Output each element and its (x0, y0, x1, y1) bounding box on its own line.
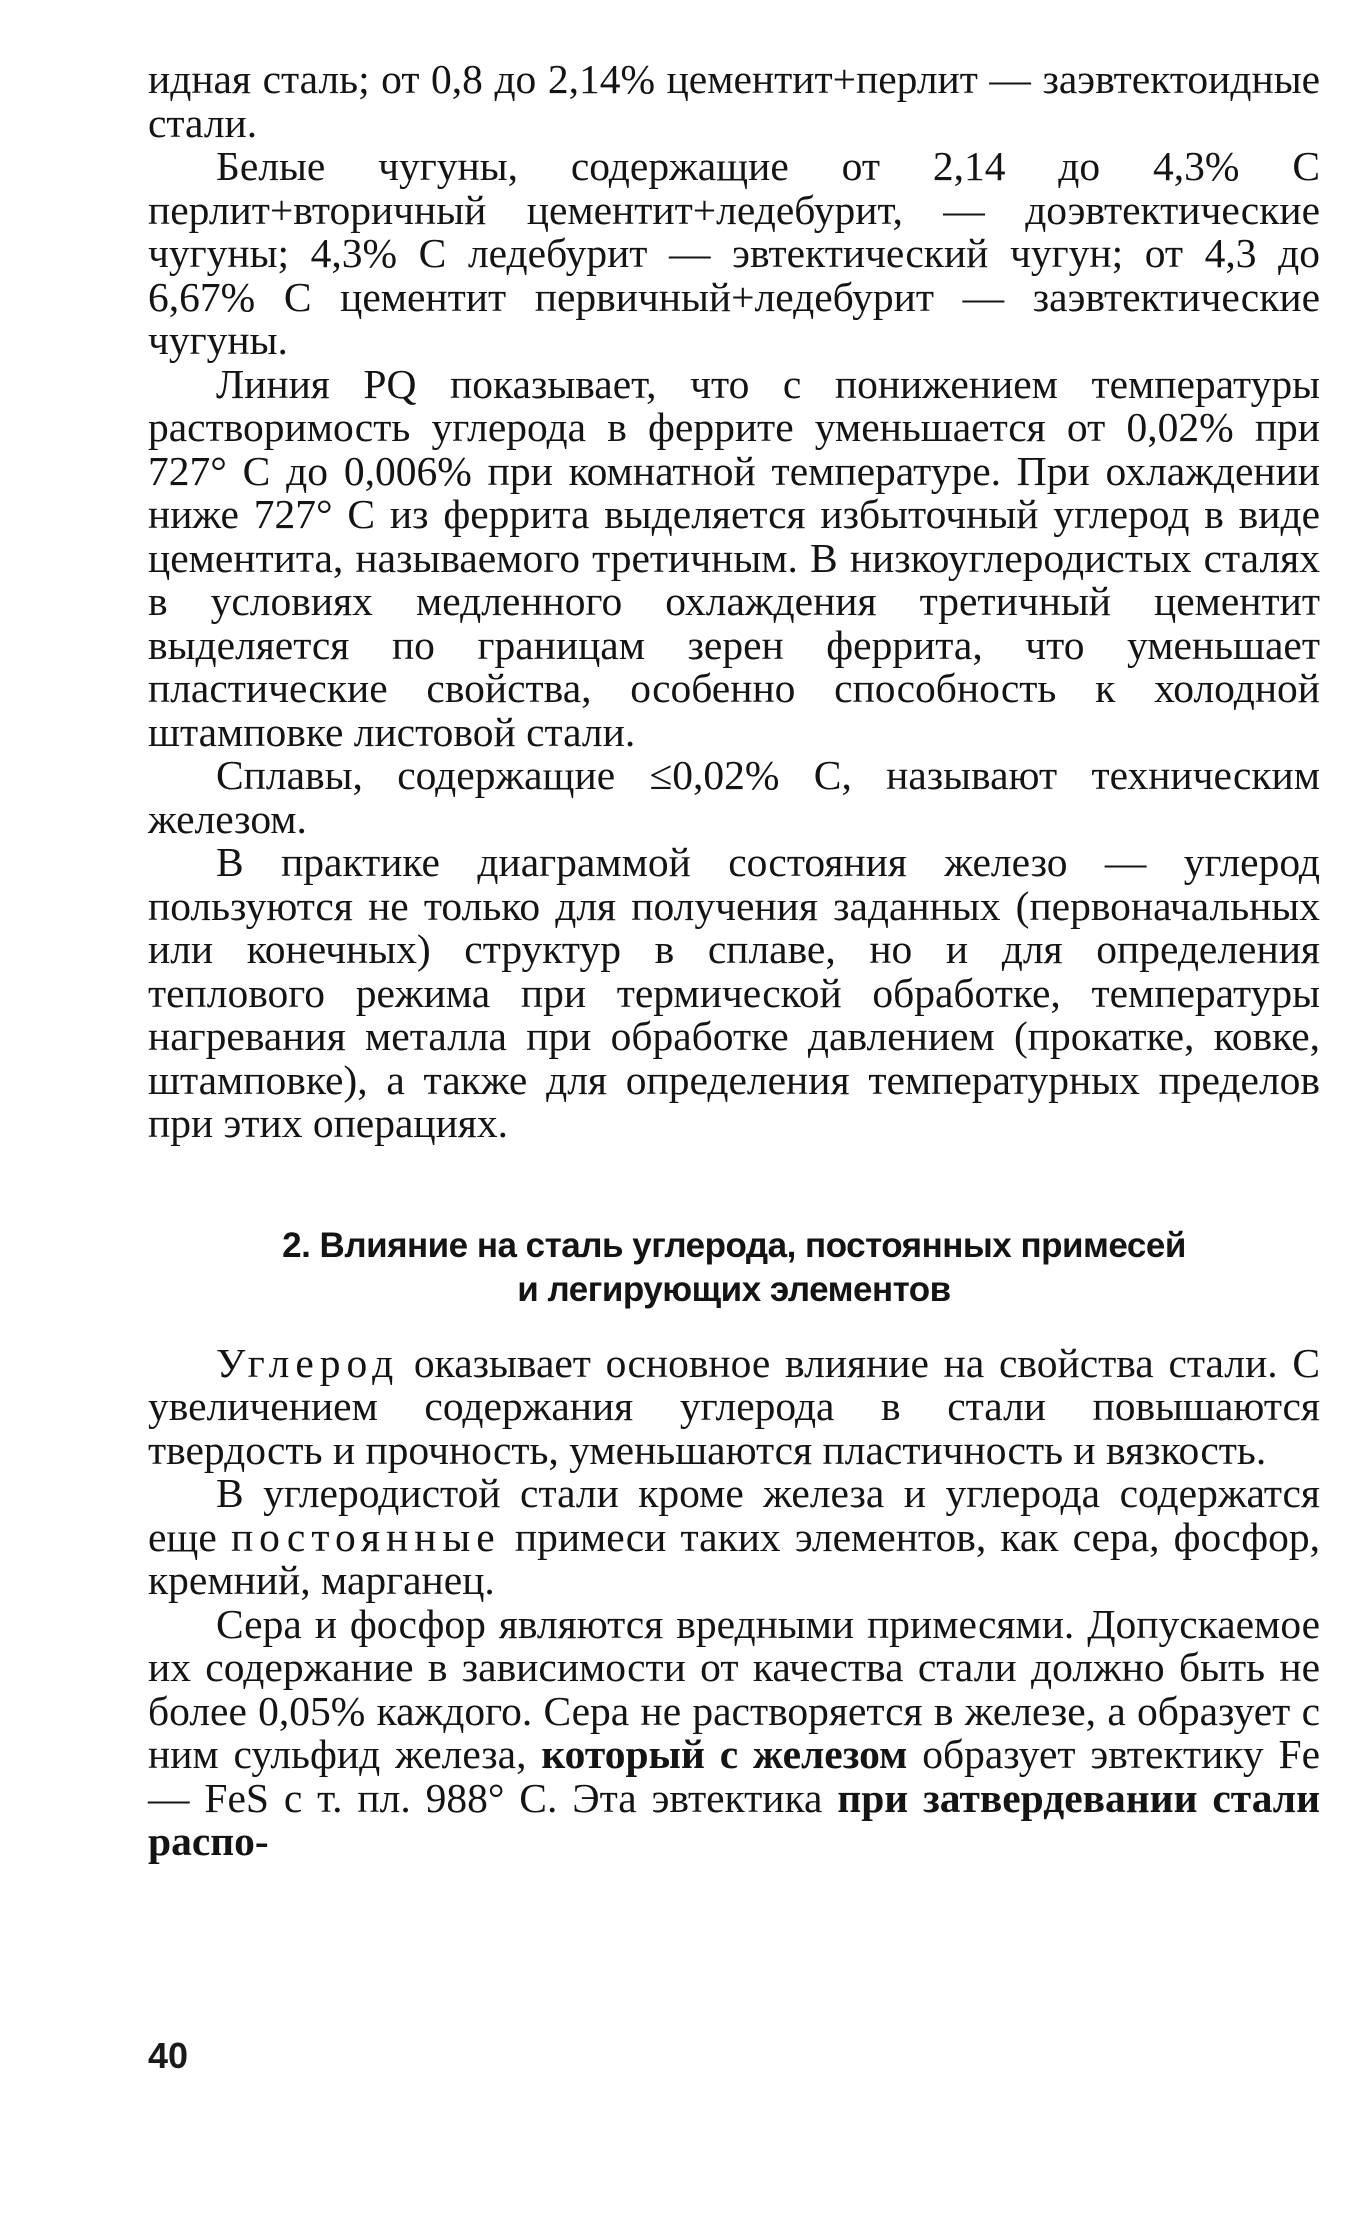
paragraph-8-end: распо- (148, 1818, 269, 1864)
paragraph-4: Сплавы, содержащие ≤0,02% С, называют техническим железом. (148, 752, 1320, 842)
paragraph-3: Линия PQ показывает, что с понижением температуры растворимость углерода в феррите уменьшается от 0,02% при 727° С до 0,006% при комнатной температуре. При охлаждении ниже 727° С из феррита выделяется избыточный углерод в виде цементита, называемого третичным. В низкоуглеродистых сталях в условиях медленного охлаждения третичный цементит выделяется по границам зерен феррита, что уменьшает пластические свойства, особенно способность к холодной штамповке листовой стали. (148, 360, 1320, 755)
paragraph-8-start: Сера и фосфор являются вредными примесями. Допускаемое их содержание в зависимости от качества стали должно быть не более 0,05% каждого. Сера не растворяется в железе, а образует с ним сульфид железа, (148, 1600, 1320, 1777)
paragraph-7-text: примеси таких элементов, как сера, фосфор, кремний, марганец. (148, 1513, 1320, 1603)
paragraph-7-start: В углеродистой стали кроме железа и углерода содержатся еще (148, 1470, 1320, 1560)
paragraph-2: Белые чугуны, содержащие от 2,14 до 4,3% С перлит+вторичный цементит+ледебурит, — доэвтектические чугуны; 4,3% С ледебурит — эвтектический чугун; от 4,3 до 6,67% С цементит первичный+ледебурит — заэвтектические чугуны. (148, 143, 1320, 363)
paragraph-6 (148, 1339, 1320, 1473)
term-permanent: постоянные (230, 1513, 501, 1560)
term-carbon: Углерод (216, 1339, 400, 1386)
paragraph-6-text: оказывает основное влияние на свойства стали. С увеличением содержания углерода в стали повышаются твердость и прочность, уменьшаются пластичность и вязкость. (148, 1339, 1320, 1473)
section-heading-line-1: 2. Влияние на сталь углерода, постоянных примесей (282, 1225, 1186, 1265)
paragraph-8 (148, 1600, 1321, 1864)
page-number: 40 (148, 2035, 189, 2076)
paragraph-8-middle: образует эвтектику Fe — FeS с т. пл. 988° С. Эта эвтектика (148, 1731, 1321, 1821)
paragraph-1: идная сталь; от 0,8 до 2,14% цементит+перлит — заэвтектоидные стали. (148, 56, 1320, 146)
paragraph-8-bold-1: который с железом (541, 1731, 908, 1777)
paragraph-7 (148, 1472, 1320, 1603)
section-heading-line-2: и легирующих элементов (517, 1269, 951, 1309)
paragraph-8-bold-2: при затвердевании стали (837, 1774, 1321, 1821)
section-heading (148, 1224, 1320, 1312)
paragraph-5: В практике диаграммой состояния железо — углерод пользуются не только для получения заданных (первоначальных или конечных) структур в сплаве, но и для определения теплового режима при термической обработке, температуры нагревания металла при обработке давлением (прокатке, ковке, штамповке), а также для определения температурных пределов при этих операциях. (148, 839, 1320, 1146)
page-body (148, 58, 1320, 1864)
